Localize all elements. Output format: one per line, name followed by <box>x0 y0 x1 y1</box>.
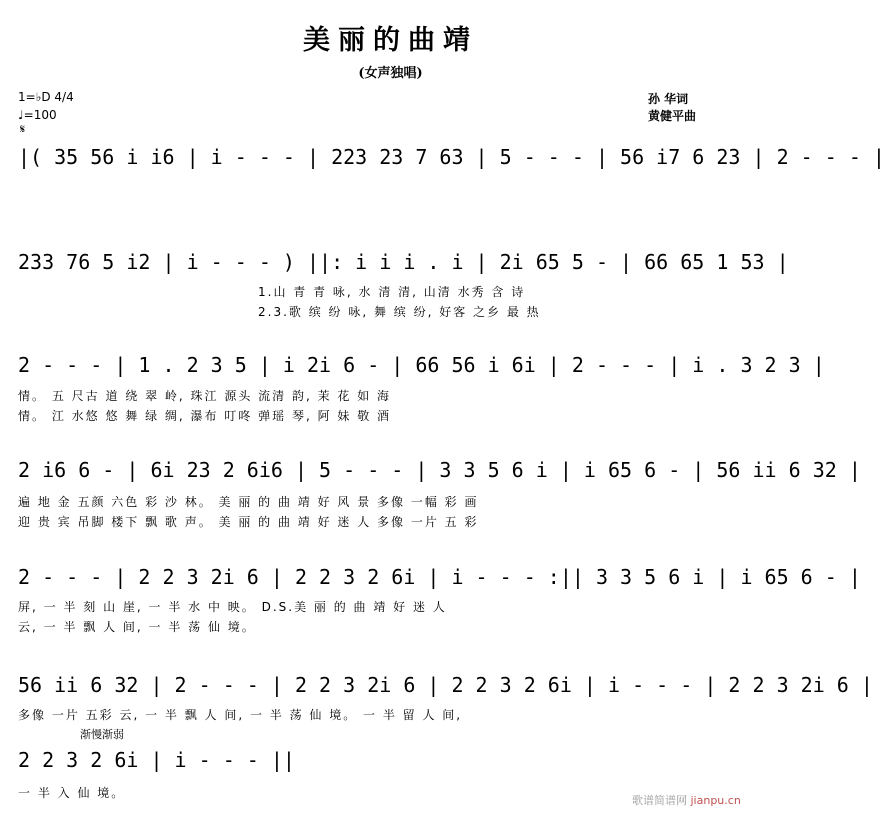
tempo-annotation: 渐慢渐弱 <box>80 728 124 741</box>
watermark-site: jianpu.cn <box>690 794 741 807</box>
lyric-line-4-verse-2: 迎 贵 宾 吊脚 楼下 飘 歌 声。 美 丽 的 曲 靖 好 迷 人 多像 一片 五 彩 <box>18 515 479 529</box>
lyric-line-3-verse-2: 情。 江 水悠 悠 舞 绿 绸, 瀑布 叮咚 弹瑶 琴, 阿 妹 敬 酒 <box>18 409 392 423</box>
segno-icon: 𝄋 <box>20 122 26 136</box>
composer-credit: 黄健平曲 <box>648 109 697 123</box>
lyric-line-5-verse-1: 屏, 一 半 刻 山 崖, 一 半 水 中 映。 D.S.美 丽 的 曲 靖 好 迷 人 <box>18 600 447 614</box>
lyric-line-7-verse-1: 一 半 入 仙 境。 <box>18 786 126 800</box>
lyric-line-5-verse-2: 云, 一 半 飘 人 间, 一 半 荡 仙 境。 <box>18 620 256 634</box>
score-line-5: 2 - - - | 2 2 3 2i 6 | 2 2 3 2 6i | i - - - :|| 3 3 5 6 i | i 65 6 - | <box>18 565 861 589</box>
lyric-line-3-verse-1: 情。 五 尺古 道 绕 翠 岭, 珠江 源头 流清 韵, 茉 花 如 海 <box>18 389 392 403</box>
score-line-7: 2 2 3 2 6i | i - - - || <box>18 748 295 772</box>
watermark-site-cn: 歌谱简谱网 <box>632 794 687 807</box>
key-signature: 1=♭D 4/4 <box>18 90 74 104</box>
score-line-1: |( 35 56 i i6 | i - - - | 223 23 7 63 | 5 - - - | 56 i7 6 23 | 2 - - - | <box>18 145 885 169</box>
score-line-6: 56 ii 6 32 | 2 - - - | 2 2 3 2i 6 | 2 2 3 2 6i | i - - - | 2 2 3 2i 6 | <box>18 673 873 697</box>
page-title: 美丽的曲靖 <box>303 25 478 56</box>
lyricist-credit: 孙 华词 <box>648 92 689 106</box>
score-line-2: 233 76 5 i2 | i - - - ) ||: i i i . i | 2i 65 5 - | 66 65 1 53 | <box>18 250 789 274</box>
watermark <box>632 792 741 808</box>
lyric-line-6-verse-1: 多像 一片 五彩 云, 一 半 飘 人 间, 一 半 荡 仙 境。 一 半 留 人 间, <box>18 708 463 722</box>
score-line-3: 2 - - - | 1 . 2 3 5 | i 2i 6 - | 66 56 i 6i | 2 - - - | i . 3 2 3 | <box>18 353 825 377</box>
lyric-line-2-verse-2: 2.3.歌 缤 纷 咏, 舞 缤 纷, 好客 之乡 最 热 <box>258 305 541 319</box>
page-subtitle: (女声独唱) <box>358 66 423 81</box>
score-line-4: 2 i6 6 - | 6i 23 2 6i6 | 5 - - - | 3 3 5 6 i | i 65 6 - | 56 ii 6 32 | <box>18 458 861 482</box>
lyric-line-2-verse-1: 1.山 青 青 咏, 水 清 清, 山清 水秀 含 诗 <box>258 285 526 299</box>
lyric-line-4-verse-1: 遍 地 金 五颜 六色 彩 沙 林。 美 丽 的 曲 靖 好 风 景 多像 一幅 彩 画 <box>18 495 479 509</box>
tempo-marking: ♩=100 <box>18 108 57 122</box>
